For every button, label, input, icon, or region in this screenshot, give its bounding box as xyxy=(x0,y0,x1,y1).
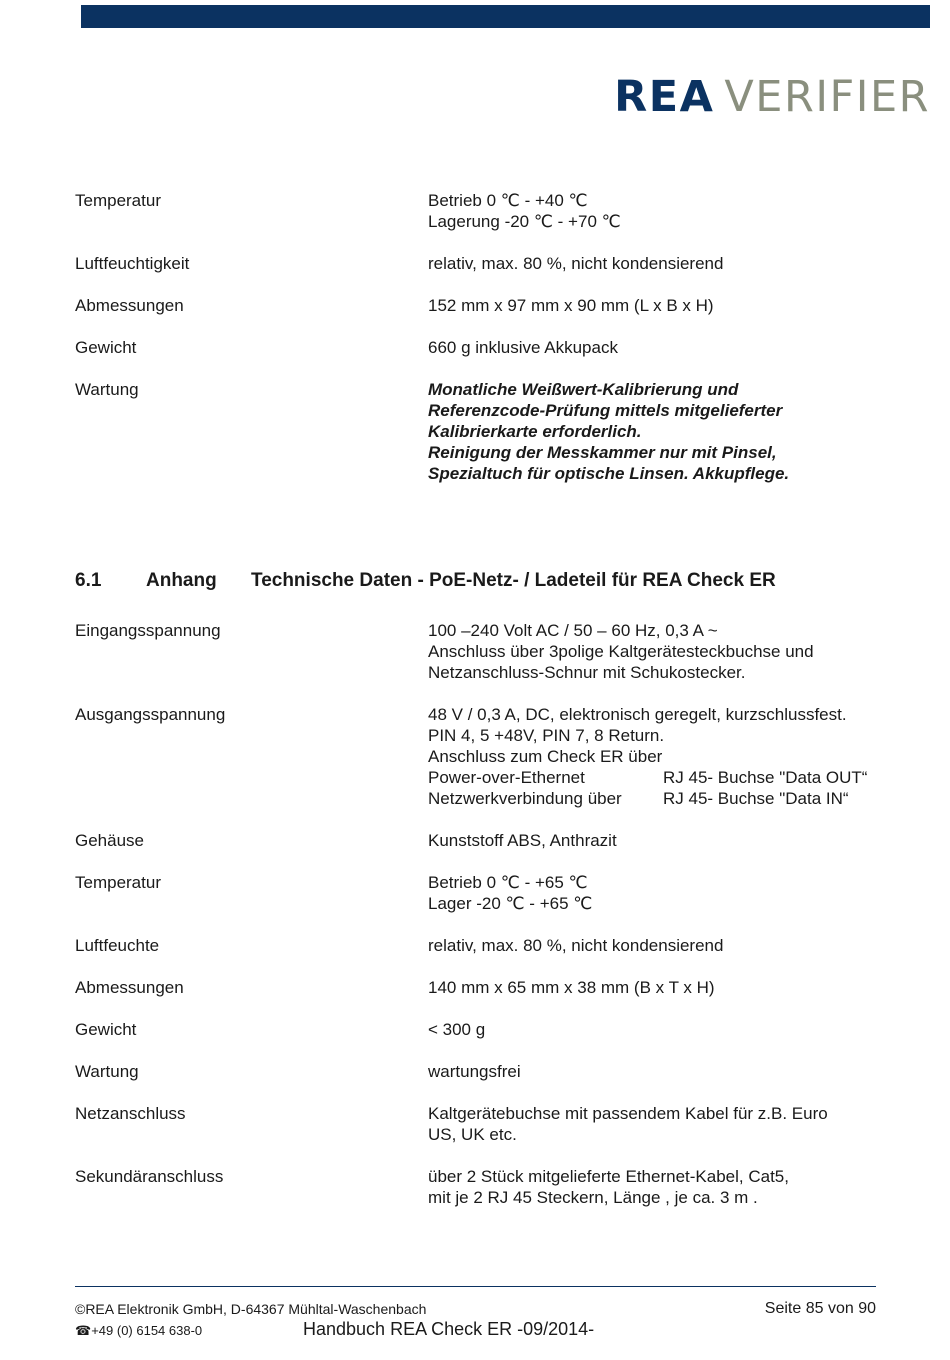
spec-row-gewicht xyxy=(75,1019,905,1040)
spec-value xyxy=(428,337,905,358)
spec-line: wartungsfrei xyxy=(428,1062,521,1081)
spec-row-temperatur xyxy=(75,190,905,232)
spec-line: Betrieb 0 ℃ - +65 ℃ xyxy=(428,873,588,892)
spec-row-temperatur xyxy=(75,872,905,914)
spec-row-luftfeuchtigkeit xyxy=(75,253,905,274)
phone-icon: ☎ xyxy=(75,1323,92,1338)
spec-value xyxy=(428,977,905,998)
section-heading xyxy=(75,569,905,593)
spec-line: 100 –240 Volt AC / 50 – 60 Hz, 0,3 A ~ xyxy=(428,621,718,640)
spec-line: Spezialtuch für optische Linsen. Akkupflege. xyxy=(428,464,790,483)
spec-line: Netzanschluss-Schnur mit Schukostecker. xyxy=(428,663,746,682)
spec-value xyxy=(428,1019,905,1040)
spec-label: Abmessungen xyxy=(75,978,184,997)
spec-line: Lagerung -20 ℃ - +70 ℃ xyxy=(428,212,621,231)
spec-pair-line xyxy=(428,788,905,809)
spec-label: Luftfeuchte xyxy=(75,936,160,955)
spec-label: Gewicht xyxy=(75,338,137,357)
spec-row-abmessungen xyxy=(75,295,905,316)
spec-content xyxy=(75,190,905,1208)
footer-page-number: Seite 85 von 90 xyxy=(764,1300,876,1317)
spec-line: Monatliche Weißwert-Kalibrierung und xyxy=(428,380,739,399)
footer-company: ©REA Elektronik GmbH, D-64367 Mühltal-Waschenbach xyxy=(75,1301,427,1317)
spec-value xyxy=(428,872,905,914)
spec-row-ausgangsspannung xyxy=(75,704,905,809)
footer-divider xyxy=(75,1286,876,1287)
footer-phone xyxy=(75,1323,202,1339)
spec-row-netzanschluss xyxy=(75,1103,905,1145)
spec-line: PIN 4, 5 +48V, PIN 7, 8 Return. xyxy=(428,726,665,745)
spec-pair-line xyxy=(428,767,905,788)
spec-line: relativ, max. 80 %, nicht kondensierend xyxy=(428,936,724,955)
spec-value xyxy=(428,295,905,316)
spec-line: Referenzcode-Prüfung mittels mitgelieferter xyxy=(428,401,783,420)
spec-line: Lager -20 ℃ - +65 ℃ xyxy=(428,894,593,913)
spec-label: Luftfeuchtigkeit xyxy=(75,254,190,273)
spec-value xyxy=(428,830,905,851)
logo-verifier: VERIFIER xyxy=(724,72,930,122)
footer-handbook: Handbuch REA Check ER -09/2014- xyxy=(303,1319,595,1339)
spec-line: Kunststoff ABS, Anthrazit xyxy=(428,831,617,850)
spec-line: Betrieb 0 ℃ - +40 ℃ xyxy=(428,191,588,210)
spec-label: Temperatur xyxy=(75,191,161,210)
spec-label: Wartung xyxy=(75,1062,139,1081)
spec-line: Anschluss über 3polige Kaltgerätesteckbuchse und xyxy=(428,642,814,661)
spec-row-gewicht xyxy=(75,337,905,358)
spec-value xyxy=(428,1061,905,1082)
spec-value xyxy=(428,1166,905,1208)
spec-label: Netzanschluss xyxy=(75,1104,186,1123)
spec-label: Abmessungen xyxy=(75,296,184,315)
spec-line: 140 mm x 65 mm x 38 mm (B x T x H) xyxy=(428,978,715,997)
spec-line: 152 mm x 97 mm x 90 mm (L x B x H) xyxy=(428,296,714,315)
pair-left: Power-over-Ethernet xyxy=(428,768,585,787)
spec-label: Ausgangsspannung xyxy=(75,705,226,724)
spec-value xyxy=(428,704,905,809)
spec-row-wartung xyxy=(75,1061,905,1082)
spec-label: Temperatur xyxy=(75,873,161,892)
pair-right: RJ 45- Buchse "Data IN“ xyxy=(663,789,849,808)
spec-value xyxy=(428,1103,905,1145)
spec-row-gehaeuse xyxy=(75,830,905,851)
spec-line: US, UK etc. xyxy=(428,1125,517,1144)
spec-label: Wartung xyxy=(75,380,139,399)
spec-label: Gehäuse xyxy=(75,831,144,850)
spec-line: < 300 g xyxy=(428,1020,486,1039)
spec-line: Kalibrierkarte erforderlich. xyxy=(428,422,642,441)
header-bar xyxy=(81,5,930,28)
spec-line: relativ, max. 80 %, nicht kondensierend xyxy=(428,254,724,273)
spec-label: Gewicht xyxy=(75,1020,137,1039)
spec-value xyxy=(428,379,905,484)
spec-line: über 2 Stück mitgelieferte Ethernet-Kabel, Cat5, xyxy=(428,1167,789,1186)
pair-right: RJ 45- Buchse "Data OUT“ xyxy=(663,768,868,787)
spec-value xyxy=(428,935,905,956)
spec-row-sekundaeranschluss xyxy=(75,1166,905,1208)
spec-row-abmessungen xyxy=(75,977,905,998)
spec-line: Kaltgerätebuchse mit passendem Kabel für z.B. Euro xyxy=(428,1104,828,1123)
spec-line: Reinigung der Messkammer nur mit Pinsel, xyxy=(428,443,777,462)
spec-value xyxy=(428,190,905,232)
spec-row-eingangsspannung xyxy=(75,620,905,683)
section-title: Technische Daten - PoE-Netz- / Ladeteil für REA Check ER xyxy=(251,570,776,591)
spec-line: mit je 2 RJ 45 Steckern, Länge , je ca. 3 m . xyxy=(428,1188,758,1207)
spec-label: Eingangsspannung xyxy=(75,621,221,640)
spec-row-wartung xyxy=(75,379,905,484)
pair-left: Netzwerkverbindung über xyxy=(428,789,622,808)
spec-line: 48 V / 0,3 A, DC, elektronisch geregelt, kurzschlussfest. xyxy=(428,705,847,724)
spec-value xyxy=(428,620,905,683)
section-number: 6.1 xyxy=(75,570,102,591)
spec-line: 660 g inklusive Akkupack xyxy=(428,338,618,357)
spec-line: Anschluss zum Check ER über xyxy=(428,747,663,766)
phone-number: +49 (0) 6154 638-0 xyxy=(91,1323,203,1338)
spec-row-luftfeuchte xyxy=(75,935,905,956)
spec-value xyxy=(428,253,905,274)
section-word: Anhang xyxy=(146,570,217,591)
rea-verifier-logo xyxy=(614,72,930,122)
spec-label: Sekundäranschluss xyxy=(75,1167,224,1186)
logo-rea: REA xyxy=(614,72,715,122)
